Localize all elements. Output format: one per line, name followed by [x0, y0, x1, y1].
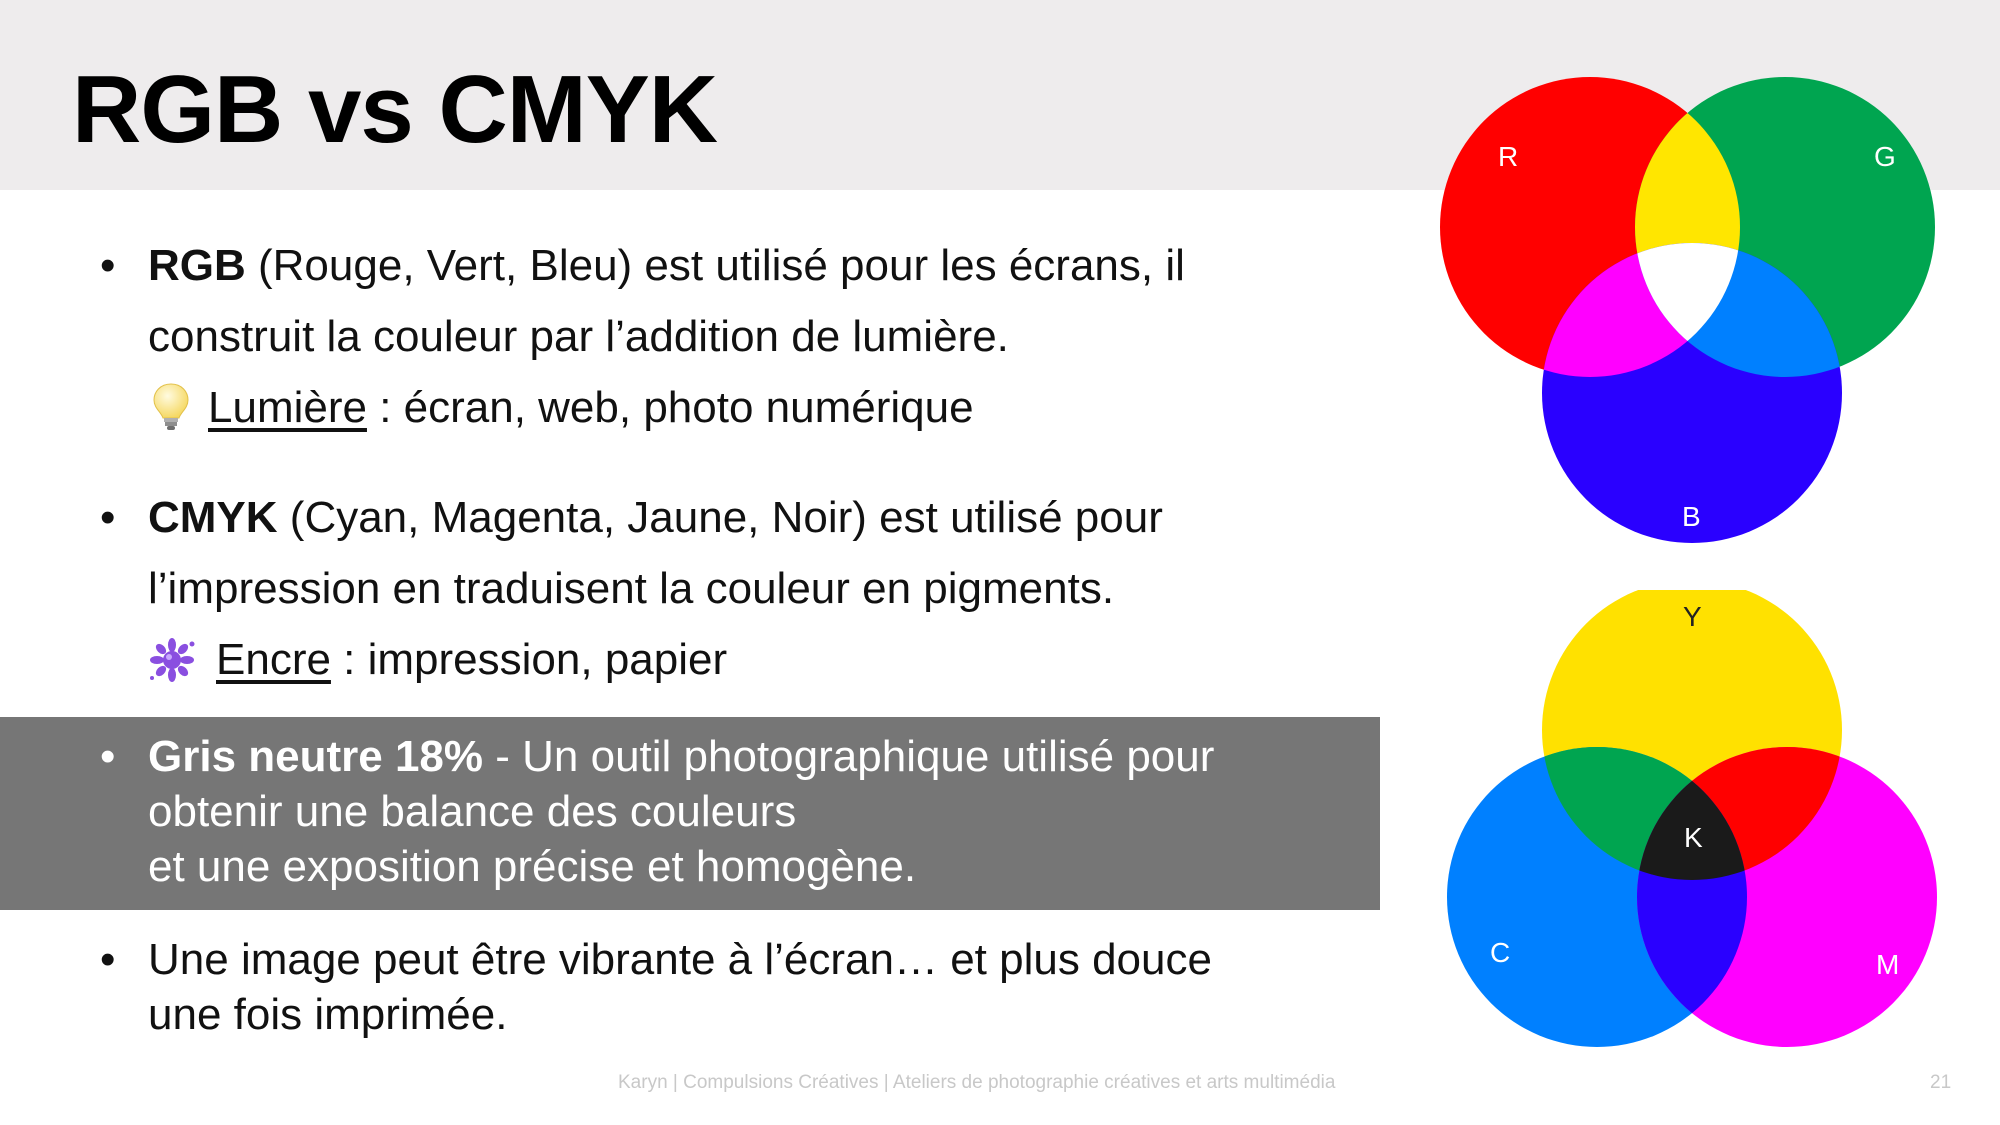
sub-encre-term: Encre: [216, 635, 331, 684]
bullet-image: [100, 932, 1350, 1042]
bullet-dot: •: [100, 493, 116, 542]
bullet-gris: [100, 729, 1350, 894]
bullet-cmyk: [100, 482, 1350, 624]
lightbulb-icon: [150, 380, 192, 436]
highlight-band: [0, 717, 1380, 910]
label-r: R: [1498, 141, 1519, 172]
bullet-dot: •: [100, 732, 116, 781]
label-b: B: [1682, 501, 1701, 532]
ink-splash-icon: [148, 636, 196, 684]
sub-encre-text: : impression, papier: [330, 635, 728, 684]
bullet-dot: •: [100, 935, 116, 984]
label-g: G: [1874, 141, 1896, 172]
bullet-rgb-term: RGB: [148, 241, 246, 290]
bullet-gris-text-line3: et une exposition précise et homogène.: [148, 842, 917, 891]
label-m: M: [1876, 949, 1900, 980]
bullet-image-text: Une image peut être vibrante à l’écran… et plus douce: [148, 935, 1212, 984]
rgb-additive-diagram: [1440, 70, 1960, 550]
bullet-gris-text-line2: obtenir une balance des couleurs: [148, 787, 797, 836]
footer-credit: Karyn | Compulsions Créatives | Ateliers de photographie créatives et arts multimédia: [618, 1072, 1336, 1093]
slide-title: RGB vs CMYK: [72, 56, 718, 163]
bullet-cmyk-text-line2: l’impression en traduisent la couleur en pigments.: [148, 564, 1115, 613]
bullet-gris-text: - Un outil photographique utilisé pour: [483, 732, 1215, 781]
label-y: Y: [1683, 601, 1702, 632]
bullet-dot: •: [100, 241, 116, 290]
sub-lumiere: [150, 372, 974, 443]
label-c: C: [1490, 937, 1511, 968]
page-number: 21: [1930, 1072, 1952, 1093]
sub-lumiere-term: Lumière: [208, 383, 367, 432]
cmyk-subtractive-diagram: [1440, 590, 1960, 1070]
sub-lumiere-text: : écran, web, photo numérique: [366, 383, 974, 432]
bullet-cmyk-text: (Cyan, Magenta, Jaune, Noir) est utilisé pour: [277, 493, 1163, 542]
sub-encre: [148, 624, 727, 695]
bullet-image-text-line2: une fois imprimée.: [148, 990, 508, 1039]
bullet-rgb-text: (Rouge, Vert, Bleu) est utilisé pour les écrans, il: [245, 241, 1185, 290]
bullet-rgb-text-line2: construit la couleur par l’addition de lumière.: [148, 312, 1009, 361]
bullet-cmyk-term: CMYK: [148, 493, 278, 542]
bullet-gris-term: Gris neutre 18%: [148, 732, 484, 781]
bullet-rgb: [100, 230, 1350, 372]
label-k: K: [1684, 822, 1703, 853]
